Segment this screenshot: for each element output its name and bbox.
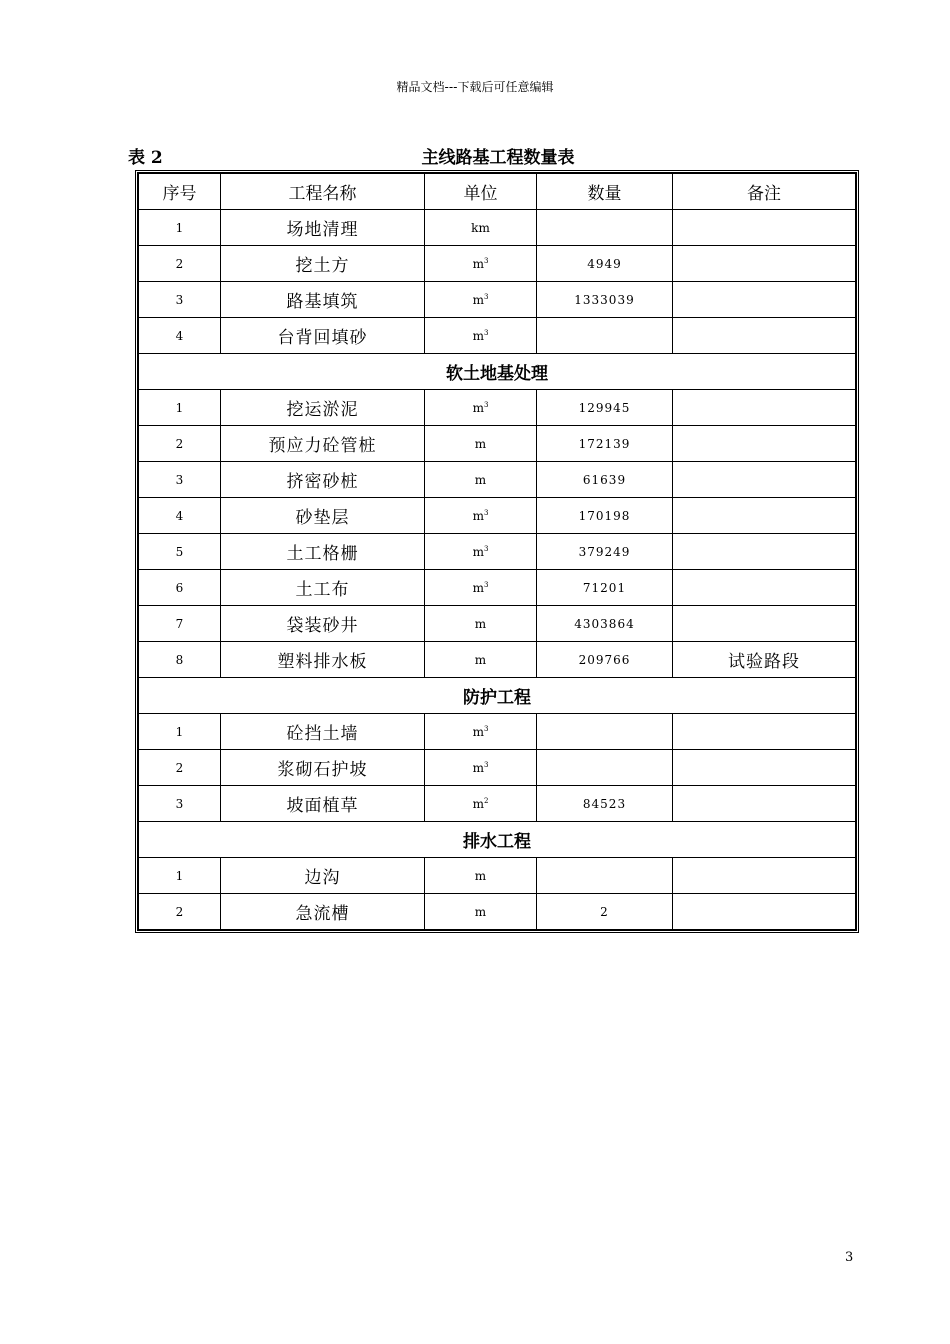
quantity-value: 129945 [537,390,673,426]
table-body [139,210,856,930]
table-row [139,390,856,426]
item-name: 浆砌石护坡 [221,750,425,786]
item-name: 台背回填砂 [221,318,425,354]
unit-exponent: 3 [483,292,489,301]
quantity-value: 209766 [537,642,673,678]
unit-cell [425,858,537,894]
table-row [139,498,856,534]
row-number: 2 [139,894,221,930]
row-number: 2 [139,750,221,786]
quantity-value [537,750,673,786]
unit-exponent: 3 [483,328,489,337]
unit-text: m [472,760,484,775]
unit-text: m [474,436,487,451]
unit-text: m [472,256,484,271]
quantity-value: 2 [537,894,673,930]
unit-cell [425,714,537,750]
quantity-value [537,318,673,354]
row-number: 6 [139,570,221,606]
item-name: 路基填筑 [221,282,425,318]
table-row [139,246,856,282]
item-name: 塑料排水板 [221,642,425,678]
col-header-unit: 单位 [425,174,537,210]
quantity-value: 84523 [537,786,673,822]
remark-text [673,786,856,822]
row-number: 7 [139,606,221,642]
table-row [139,210,856,246]
remark-text [673,498,856,534]
remark-text [673,858,856,894]
unit-cell [425,390,537,426]
unit-text: m [474,472,487,487]
row-number: 1 [139,858,221,894]
unit-exponent: 3 [483,256,489,265]
section-title: 软土地基处理 [139,354,856,390]
remark-text [673,426,856,462]
row-number: 2 [139,246,221,282]
remark-text [673,570,856,606]
remark-text [673,462,856,498]
quantity-value: 4303864 [537,606,673,642]
quantity-value: 71201 [537,570,673,606]
quantity-value [537,858,673,894]
quantity-value: 4949 [537,246,673,282]
unit-cell [425,606,537,642]
section-title: 防护工程 [139,678,856,714]
table-row [139,714,856,750]
quantity-table [138,173,856,930]
row-number: 1 [139,714,221,750]
unit-cell [425,318,537,354]
section-row [139,822,856,858]
remark-text [673,750,856,786]
col-header-qty: 数量 [537,174,673,210]
table-row [139,894,856,930]
item-name: 挖运淤泥 [221,390,425,426]
quantity-value [537,714,673,750]
item-name: 边沟 [221,858,425,894]
page-header: 精品文档---下载后可任意编辑 [396,80,554,94]
row-number: 3 [139,786,221,822]
row-number: 1 [139,390,221,426]
unit-text: m [472,508,484,523]
unit-text: m [474,904,487,919]
remark-text [673,318,856,354]
table-header-row [139,174,856,210]
unit-exponent: 3 [483,760,489,769]
unit-text: m [474,868,487,883]
row-number: 3 [139,282,221,318]
quantity-value [537,210,673,246]
unit-text: m [472,724,484,739]
unit-exponent: 3 [483,400,489,409]
col-header-name: 工程名称 [221,174,425,210]
unit-cell [425,498,537,534]
remark-text [673,210,856,246]
unit-text: m [472,544,484,559]
row-number: 2 [139,426,221,462]
table-title: 主线路基工程数量表 [421,148,575,168]
table-row [139,426,856,462]
unit-text: m [472,328,484,343]
section-title: 排水工程 [139,822,856,858]
unit-text: m [472,292,484,307]
unit-cell [425,534,537,570]
quantity-value: 379249 [537,534,673,570]
remark-text [673,714,856,750]
quantity-value: 172139 [537,426,673,462]
remark-text [673,894,856,930]
page-number: 3 [845,1250,854,1265]
row-number: 3 [139,462,221,498]
table-row [139,462,856,498]
unit-cell [425,894,537,930]
remark-text: 试验路段 [673,642,856,678]
unit-cell [425,210,537,246]
remark-text [673,534,856,570]
unit-exponent: 3 [483,508,489,517]
unit-exponent: 2 [483,796,489,805]
item-name: 挖土方 [221,246,425,282]
col-header-no: 序号 [139,174,221,210]
remark-text [673,606,856,642]
item-name: 土工格栅 [221,534,425,570]
table-row [139,534,856,570]
item-name: 砼挡土墙 [221,714,425,750]
item-name: 场地清理 [221,210,425,246]
row-number: 4 [139,318,221,354]
unit-text: m [472,400,484,415]
table-caption [128,143,858,167]
table-row [139,642,856,678]
quantity-value: 61639 [537,462,673,498]
unit-exponent: 3 [483,724,489,733]
unit-text: m [474,652,487,667]
table-row [139,786,856,822]
unit-cell [425,462,537,498]
row-number: 5 [139,534,221,570]
row-number: 4 [139,498,221,534]
section-row [139,354,856,390]
unit-text: km [471,220,490,235]
remark-text [673,246,856,282]
item-name: 砂垫层 [221,498,425,534]
item-name: 土工布 [221,570,425,606]
unit-cell [425,426,537,462]
quantity-table-frame [135,170,859,933]
unit-cell [425,642,537,678]
item-name: 坡面植草 [221,786,425,822]
remark-text [673,390,856,426]
quantity-value: 170198 [537,498,673,534]
table-row [139,606,856,642]
unit-cell [425,570,537,606]
table-row [139,282,856,318]
item-name: 挤密砂桩 [221,462,425,498]
table-row [139,570,856,606]
unit-cell [425,750,537,786]
table-row [139,318,856,354]
remark-text [673,282,856,318]
item-name: 急流槽 [221,894,425,930]
quantity-value: 1333039 [537,282,673,318]
unit-text: m [472,580,484,595]
unit-cell [425,246,537,282]
unit-exponent: 3 [483,544,489,553]
unit-cell [425,282,537,318]
col-header-remark: 备注 [673,174,856,210]
unit-exponent: 3 [483,580,489,589]
row-number: 1 [139,210,221,246]
table-row [139,858,856,894]
table-row [139,750,856,786]
item-name: 袋装砂井 [221,606,425,642]
unit-text: m [474,616,487,631]
item-name: 预应力砼管桩 [221,426,425,462]
unit-cell [425,786,537,822]
unit-text: m [472,796,484,811]
section-row [139,678,856,714]
table-label: 表 2 [128,148,163,168]
row-number: 8 [139,642,221,678]
